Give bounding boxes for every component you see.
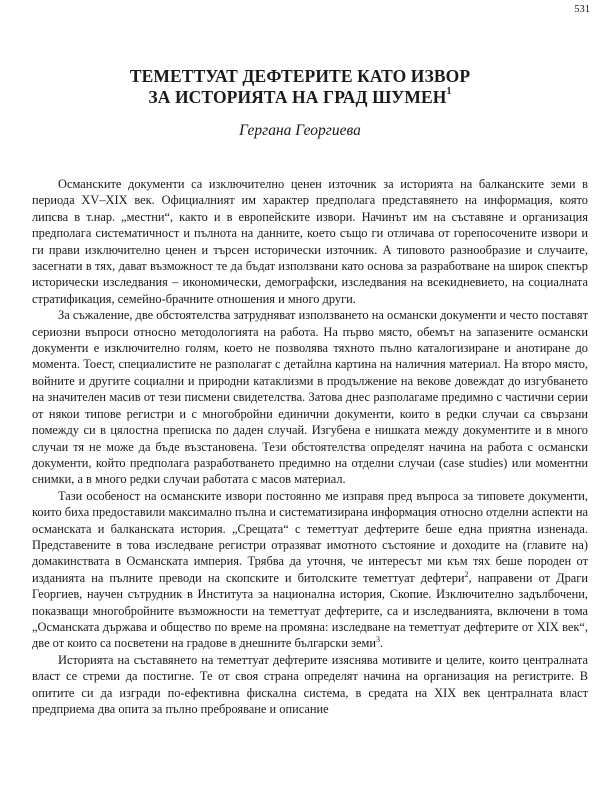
article-title-line-2 [0,87,600,108]
article-title-line-1: ТЕМЕТТУАТ ДЕФТЕРИТЕ КАТО ИЗВОР [129,66,471,86]
article-title-line-2-text: ЗА ИСТОРИЯТА НА ГРАД ШУМЕН [148,87,447,107]
paragraph-3-text-b: , направени от Драги Георгиев, научен сътрудник в Института за национална история, Скопие. Изключително задълбочени, показващи многобройните възможности на теметтуат дефтерите, са и изследванията, включени в тома „Османската държава и общество по време на промяна: изследване на теметтуат дефтерите от XIX век“, две от които са посветени на градове в днешните български земи [32,570,589,651]
paragraph-3-text-a: Тази особеност на османските извори постоянно ме изправя пред въпроса за типовете документи, които биха предоставили максимално пълна и систематизирана информация относно отделни аспекти на османската и балканската история. „Срещата“ с теметтуат дефтерите беше една приятна изненада. Представените в това изследване регистри отразяват имотното състояние и доходите на (главите на) домакинствата в Османската империя. Трябва да уточня, че интересът ми към тях беше породен от изданията на пълните преводи на скопските и битолските теметтуат дефтери [32,488,588,585]
footnote-marker-3: 3 [375,635,380,645]
article-body [32,176,588,717]
title-footnote-marker: 1 [446,86,452,97]
article-title [0,66,600,108]
page-number: 531 [574,4,590,15]
paragraph-3 [32,488,588,652]
footnote-marker-2: 2 [464,569,469,579]
paragraph-1: Османските документи са изключително ценен източник за историята на балканските земи в периода XV–XIX век. Официалният им характер предполага представянето на информация, която липсва в т.нар. „местни“, както и в европейските извори. Начинът им на съставяне и организация предполага систематичност и пълнота на данните, което също ги отличава от горепосочените извори и ги прави изключително ценен и търсен исторически източник. А типовото разнообразие и случаите, засегнати в тях, дават възможност те да бъдат използвани като основа за разработване на широк спектър исторически изследвания – икономически, демографски, изследвания на всекидневието, на социалната стратификация, семейно-брачните отношения и много други. [32,177,588,306]
paragraph-4: Историята на съставянето на теметтуат дефтерите изяснява мотивите и целите, които централната власт се стреми да постигне. Те от своя страна определят начина на организация на регистрите. В опитите си да изгради по-ефективна фискална система, в средата на XIX век централната власт предприема два опита за пълно преброяване и описание [32,652,588,716]
author-name: Гергана Георгиева [239,122,361,139]
paragraph-3-text-c: . [379,636,384,651]
paragraph-2: За съжаление, две обстоятелства затрудняват използването на османски документи и често поставят сериозни въпроси относно методологията на работа. На първо място, обемът на запазените османски документи е изключително голям, което не позволява тяхното пълно каталогизиране и анотиране до момента. Тоест, специалистите не разполагат с детайлна картина на наличния материал. На второ място, войните и другите социални и природни катаклизми в продължение на векове довеждат до изгубването на значителен масив от тези писмени свидетелства. Затова днес разполагаме предимно с частични серии от някои типове регистри и с многобройни единични документи, които в редки случаи са свързани помежду си в цялостна преписка по даден случай. Изгубена е нишката между документите и в много случаи тя не може да бъде възстановена. Тези обстоятелства определят начина на работа с османски документи, който предполага разработването предимно на отделни случаи (case studies) или моментни снимки, а в много редки случаи работата с масов материал. [32,308,588,487]
